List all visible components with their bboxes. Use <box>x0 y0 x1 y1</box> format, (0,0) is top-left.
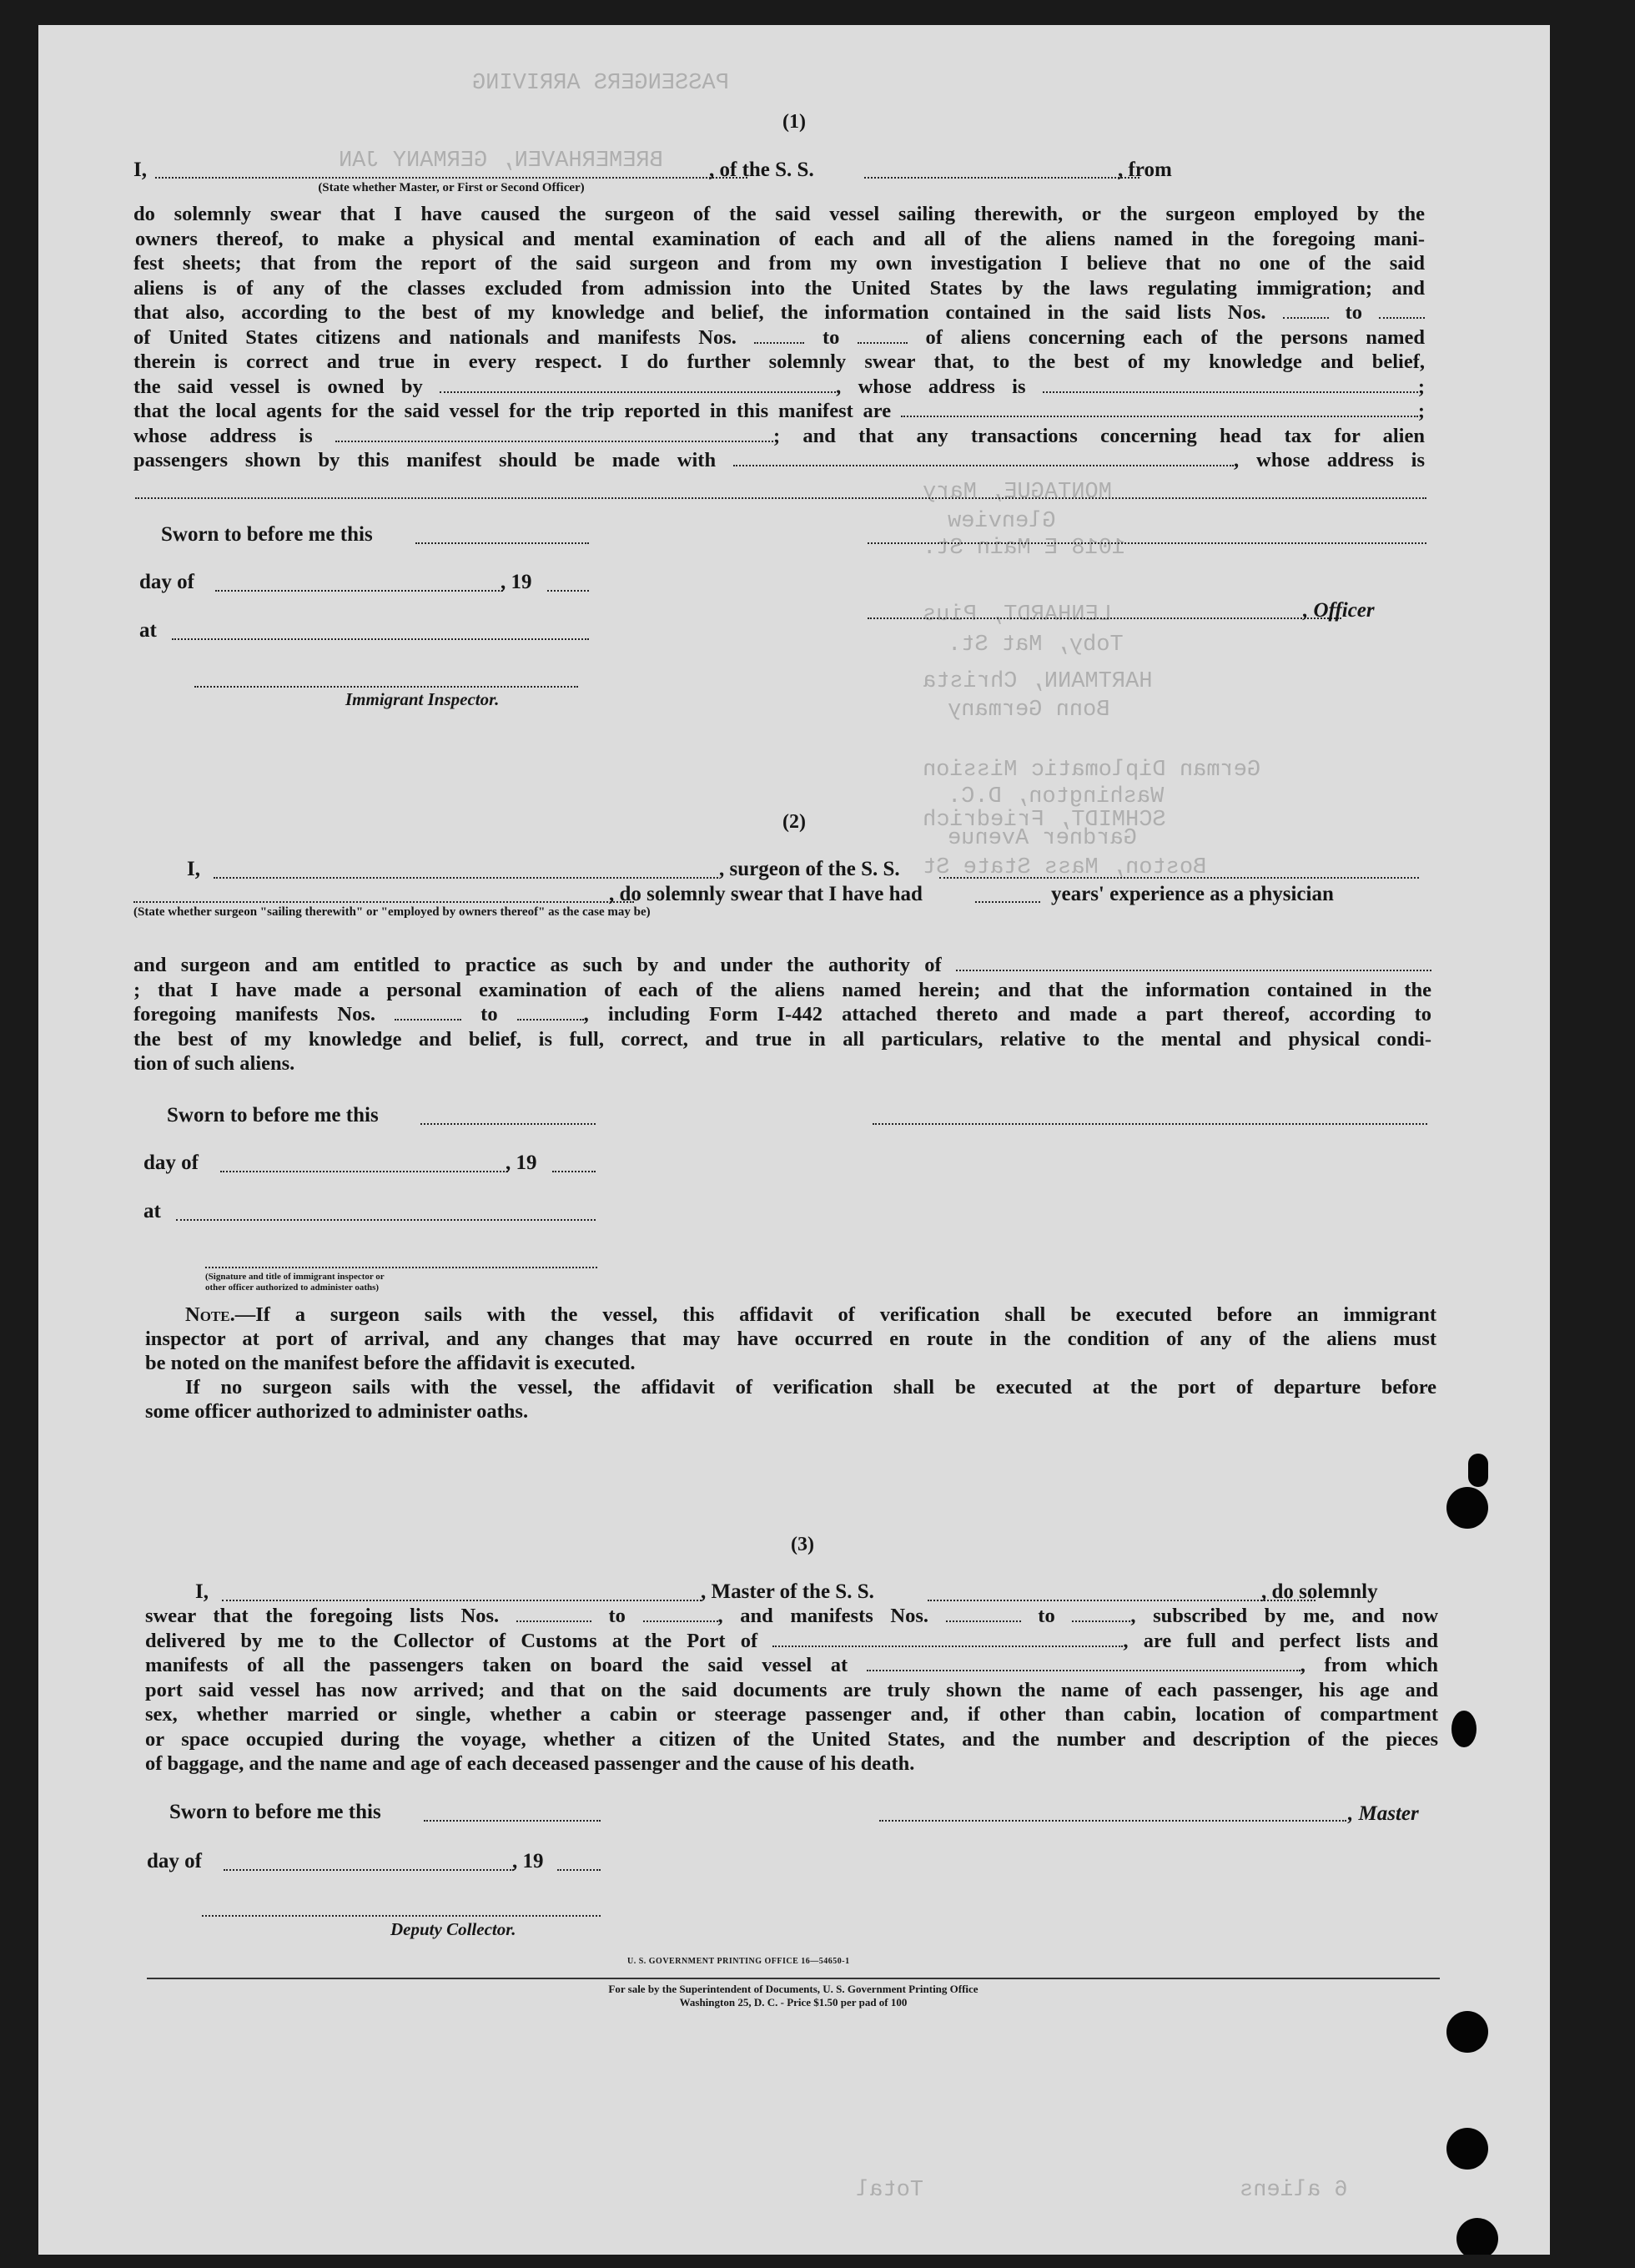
at-place-field[interactable] <box>172 638 589 640</box>
oath-i-label: I, <box>187 858 200 880</box>
note-line: If no surgeon sails with the vessel, the affidavit of verification shall be executed at the port of departure before <box>185 1376 1436 1399</box>
footer-rule <box>147 1978 1440 1979</box>
at-label: at <box>139 619 157 642</box>
bleed-through-text: Gardner Avenue <box>948 826 1137 851</box>
punch-hole <box>1446 2128 1488 2170</box>
officer-title-field[interactable] <box>868 617 1341 619</box>
inspector-signature-field[interactable] <box>194 686 578 688</box>
oath-i-label: I, <box>133 159 147 181</box>
oath-line: that the local agents for the said vessel for the trip reported in this manifest are ; <box>133 400 1426 422</box>
at-place-field[interactable] <box>176 1219 596 1221</box>
bleed-through-text: Washington, D.C. <box>948 784 1165 809</box>
master-vessel-field[interactable] <box>928 1600 1316 1601</box>
sworn-label: Sworn to before me this <box>167 1104 379 1126</box>
day-of-label: day of <box>139 571 194 593</box>
oath-line: of baggage, and the name and age of each deceased passenger and the cause of his death. <box>145 1752 915 1775</box>
oath-line: and surgeon and am entitled to practice as such by and under the authority of <box>133 953 1431 978</box>
bleed-through-text: Boston, Mass State St <box>923 855 1207 880</box>
oath-line: foregoing manifests Nos. to , including Form I-442 attached thereto and made a part thereof, according to <box>133 1003 1432 1026</box>
surgeon-signature-field[interactable] <box>873 1123 1427 1125</box>
officer-name-field[interactable] <box>155 177 747 179</box>
sworn-date-field[interactable] <box>424 1820 601 1822</box>
bleed-through-text: MONTAGUE, Mary <box>923 480 1112 505</box>
years-experience-label: years' experience as a physician <box>1051 883 1334 905</box>
sworn-date-field[interactable] <box>420 1123 596 1125</box>
surgeon-of-label: , surgeon of the S. S. <box>719 858 900 880</box>
surgeon-type-field[interactable] <box>133 901 634 903</box>
signature-note: (Signature and title of immigrant inspector or <box>205 1272 385 1282</box>
oath-line: swear that the foregoing lists Nos. to , and manifests Nos. to , subscribed by me, and now <box>145 1605 1439 1627</box>
address-continuation-field[interactable] <box>135 497 1426 499</box>
oath-line: manifests of all the passengers taken on board the said vessel at , from which <box>145 1654 1438 1676</box>
oath-line: ; that I have made a personal examination of each of the aliens named herein; and that the information contained in the <box>133 978 1431 1001</box>
oath-line: port said vessel has now arrived; and that on the said documents are truly shown the name of each passenger, his age and <box>145 1678 1438 1701</box>
officer-type-note: (State whether Master, or First or Second Officer) <box>318 181 585 194</box>
year-field[interactable] <box>557 1869 601 1871</box>
day-of-label: day of <box>147 1850 202 1872</box>
punch-hole <box>1456 2218 1498 2255</box>
vessel-name-field[interactable] <box>864 177 1139 179</box>
sworn-date-field[interactable] <box>415 542 589 544</box>
bleed-through-text: SCHMIDT, Friedrich <box>923 808 1166 833</box>
sworn-label: Sworn to before me this <box>161 523 373 546</box>
day-of-field[interactable] <box>220 1171 508 1172</box>
oath-line: do solemnly swear that I have caused the surgeon of the said vessel sailing therewith, or the surgeon employed by the <box>133 203 1425 225</box>
bleed-through-text: LENHARDT, Pius <box>923 602 1112 627</box>
bleed-through-text: Glenview <box>948 509 1056 534</box>
punch-hole <box>1468 1454 1488 1487</box>
note-label: Note. <box>185 1303 235 1326</box>
oath-i-label: I, <box>195 1580 209 1603</box>
master-label: , Master <box>1348 1802 1419 1825</box>
day-of-field[interactable] <box>224 1869 514 1871</box>
bleed-through-text: HARTMANN, Christa <box>923 669 1153 694</box>
note-line: some officer authorized to administer oaths. <box>145 1400 529 1423</box>
punch-hole <box>1451 1711 1477 1747</box>
note-line: be noted on the manifest before the affidavit is executed. <box>145 1352 636 1374</box>
bleed-through-text: 6 aliens <box>1240 2178 1348 2203</box>
of-ss-label: , of the S. S. <box>709 159 814 181</box>
year-field[interactable] <box>547 590 589 592</box>
day-of-label: day of <box>143 1152 199 1174</box>
oath-line: therein is correct and true in every respect. I do further solemnly swear that, to the best of my knowledge and belief, <box>133 350 1425 373</box>
punch-hole <box>1446 1487 1488 1529</box>
section-1-oath-text <box>133 202 1425 473</box>
sworn-label: Sworn to before me this <box>169 1801 381 1823</box>
oath-line: passengers shown by this manifest should be made with , whose address is <box>133 449 1426 471</box>
year-label: , 19 <box>512 1850 544 1872</box>
surgeon-type-note: (State whether surgeon "sailing therewith" or "employed by owners thereof" as the case may be) <box>133 905 651 919</box>
surgeon-swear-label: , do solemnly swear that I have had <box>609 883 923 905</box>
surgeon-vessel-field[interactable] <box>939 877 1419 879</box>
bleed-through-text: 1018 E Main St. <box>923 536 1126 561</box>
day-of-field[interactable] <box>215 590 503 592</box>
bleed-through-text: PASSENGERS ARRIVING <box>472 71 729 96</box>
oath-line: fest sheets; that from the report of the said surgeon and from my own investigation I believe that no one of the said <box>133 252 1425 275</box>
year-label: , 19 <box>506 1152 537 1174</box>
oath-line: tion of such aliens. <box>133 1052 295 1075</box>
affidavit-form-sheet <box>38 25 1550 2255</box>
bleed-through-text: Toby, Mat St. <box>948 633 1124 658</box>
oath-line: the best of my knowledge and belief, is full, correct, and true in all particulars, relative to the mental and physical condi- <box>133 1027 1431 1051</box>
section-3-oath-text <box>145 1604 1438 1777</box>
oath-line: or space occupied during the voyage, whether a citizen of the United States, and the number and description of the pieces <box>145 1727 1438 1751</box>
section-1-heading: (1) <box>782 111 806 133</box>
bleed-through-text: German Diplomatic Mission <box>923 758 1261 783</box>
bleed-through-text: Total <box>856 2178 924 2203</box>
oath-line: delivered by me to the Collector of Customs at the Port of , are full and perfect lists and <box>145 1629 1438 1652</box>
note-line: inspector at port of arrival, and any changes that may have occurred en route in the condition of any of the aliens must <box>145 1328 1436 1350</box>
from-label: , from <box>1118 159 1172 181</box>
deputy-signature-field[interactable] <box>202 1915 601 1917</box>
oath-line: aliens is of any of the classes excluded from admission into the United States by the laws regulating immigration; and <box>133 276 1425 300</box>
surgeon-note-text <box>145 1303 1436 1424</box>
signature-note: other officer authorized to administer oaths) <box>205 1283 380 1293</box>
years-experience-field[interactable] <box>975 901 1040 903</box>
bleed-through-text: Bonn Germany <box>948 698 1110 723</box>
sale-notice-line: Washington 25, D. C. - Price $1.50 per pad of 100 <box>679 1996 908 2008</box>
note-line: Note.—If a surgeon sails with the vessel, this affidavit of verification shall be executed before an immigrant <box>185 1303 1436 1326</box>
oath-line: the said vessel is owned by , whose address is ; <box>133 375 1426 398</box>
bleed-through-text: BREMERHAVEN, GERMANY JAN <box>339 149 663 174</box>
section-3-heading: (3) <box>791 1534 814 1555</box>
section-2-oath-text <box>133 953 1431 1076</box>
year-field[interactable] <box>552 1171 596 1172</box>
oath-line: that also, according to the best of my knowledge and belief, the information contained in the said lists Nos. to <box>133 300 1425 325</box>
immigrant-inspector-label: Immigrant Inspector. <box>345 689 500 709</box>
oath-line: owners thereof, to make a physical and mental examination of each and all of the aliens named in the foregoing mani- <box>135 227 1425 250</box>
master-signature-field[interactable] <box>879 1820 1346 1822</box>
master-of-label: , Master of the S. S. <box>701 1580 874 1603</box>
at-label: at <box>143 1200 161 1222</box>
deputy-collector-label: Deputy Collector. <box>390 1919 516 1939</box>
do-solemnly-label: , do solemnly <box>1261 1580 1378 1603</box>
gpo-imprint: U. S. GOVERNMENT PRINTING OFFICE 16—54650-1 <box>627 1957 850 1966</box>
oath-line: of United States citizens and nationals and manifests Nos. to of aliens concerning each of the persons named <box>133 325 1426 349</box>
year-label: , 19 <box>501 571 532 593</box>
officer-label: , Officer <box>1303 599 1375 622</box>
sale-notice-line: For sale by the Superintendent of Documents, U. S. Government Printing Office <box>608 1983 978 1995</box>
officer-signature-field[interactable] <box>868 542 1426 544</box>
oath-line: sex, whether married or single, whether a cabin or steerage passenger and, if other than cabin, location of compartment <box>145 1703 1438 1726</box>
surgeon-name-field[interactable] <box>214 877 718 879</box>
section-2-heading: (2) <box>782 811 806 833</box>
punch-hole <box>1446 2011 1488 2053</box>
oath-line: whose address is ; and that any transactions concerning head tax for alien <box>133 424 1425 447</box>
inspector-signature-field[interactable] <box>205 1267 597 1268</box>
master-name-field[interactable] <box>222 1600 702 1601</box>
